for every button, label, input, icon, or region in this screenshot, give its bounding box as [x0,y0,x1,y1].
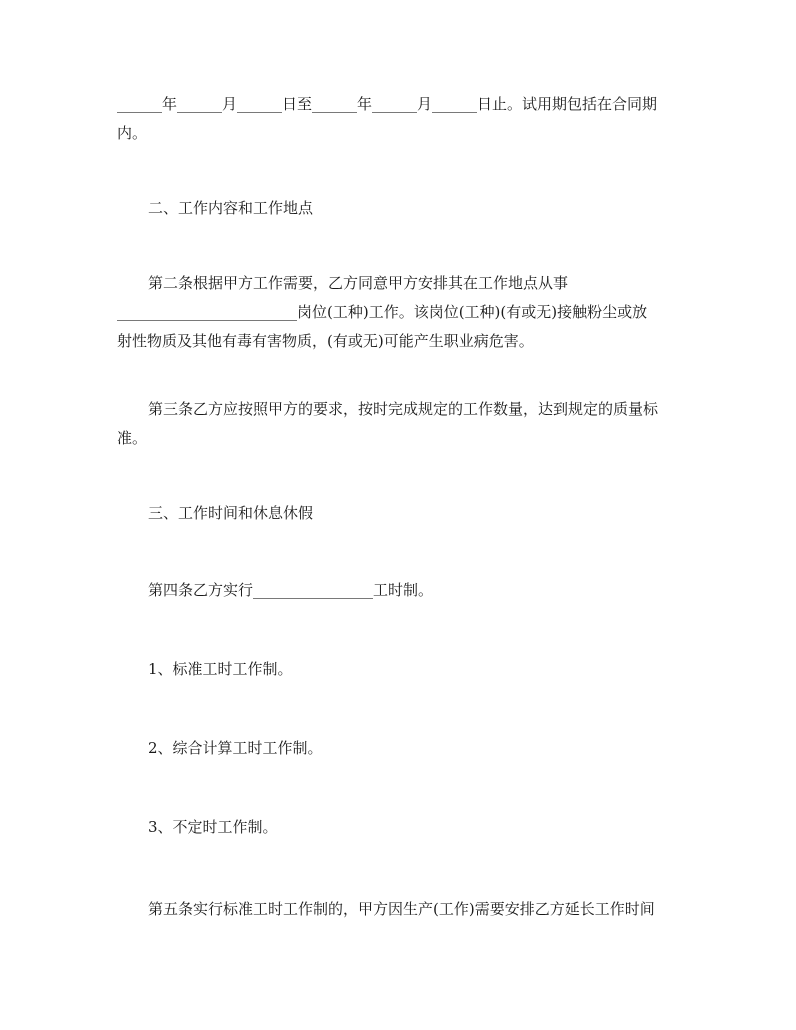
section-heading-work-content [117,194,685,223]
section-heading-text: 二、工作内容和工作地点 [148,199,314,217]
option-text: 2、综合计算工时工作制。 [148,739,323,757]
paragraph-line: 准。 [117,429,148,447]
paragraph-line: 射性物质及其他有毒有害物质，(有或无)可能产生职业病危害。 [117,332,534,350]
option-text: 1、标准工时工作制。 [148,660,293,678]
article-2-paragraph [117,269,685,356]
option-flexible-hours [117,813,685,842]
paragraph-line: 第五条实行标准工时工作制的，甲方因生产(工作)需要安排乙方延长工作时间 [148,900,655,918]
section-heading-text: 三、工作时间和休息休假 [148,504,314,522]
article-5-paragraph [117,895,685,924]
paragraph-line: ________________________岗位(工种)工作。该岗位(工种)(有或无)接触粉尘或放 [117,303,648,321]
paragraph-line: 内。 [117,124,148,142]
section-heading-working-hours [117,499,685,528]
article-4-paragraph [117,576,685,605]
paragraph-line: 第二条根据甲方工作需要，乙方同意甲方安排其在工作地点从事 [148,274,569,292]
paragraph-line: ______年______月______日至______年______月______日止。试用期包括在合同期 [117,95,658,113]
article-3-paragraph [117,395,685,453]
option-standard-hours [117,655,685,684]
probation-period-paragraph [117,90,685,148]
paragraph-text: 第四条乙方实行________________工时制。 [148,581,434,599]
paragraph-line: 第三条乙方应按照甲方的要求，按时完成规定的工作数量，达到规定的质量标 [148,400,659,418]
option-text: 3、不定时工作制。 [148,818,278,836]
option-comprehensive-hours [117,734,685,763]
